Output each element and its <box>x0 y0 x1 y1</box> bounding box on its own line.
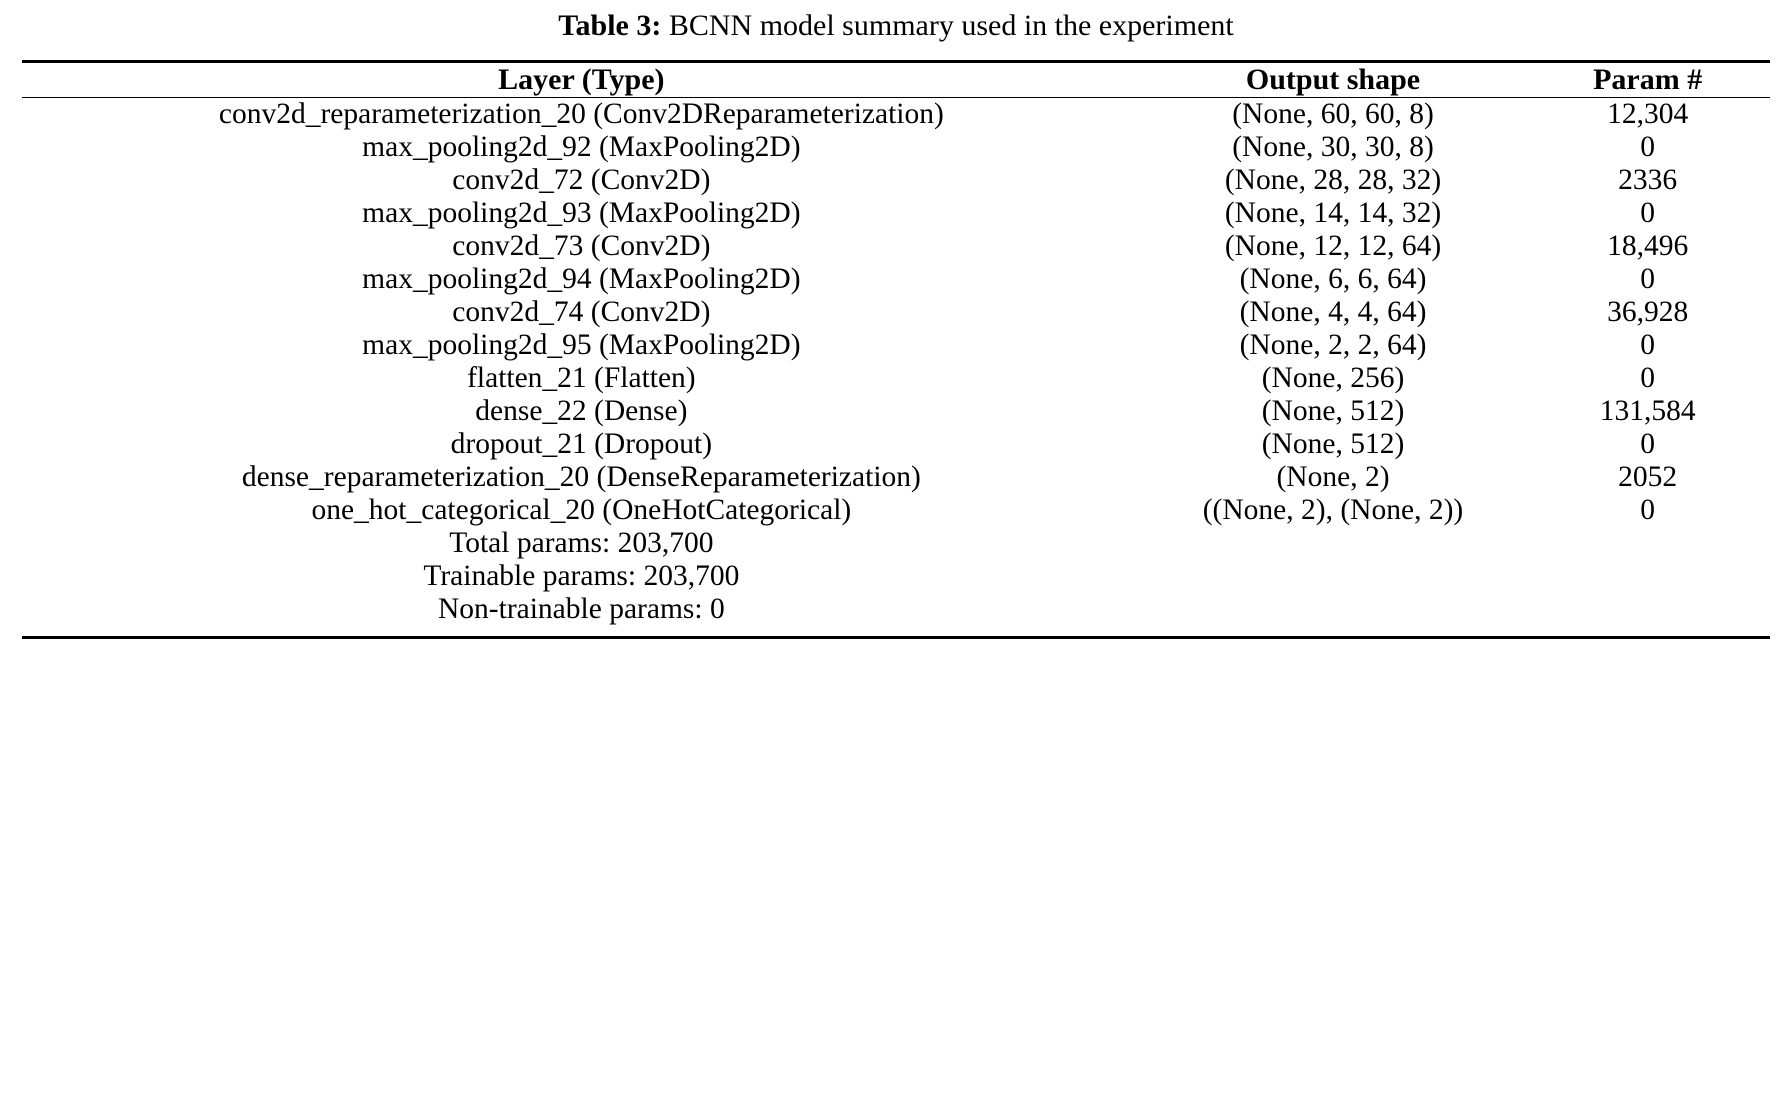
cell-param-count: 0 <box>1640 329 1655 361</box>
table-row <box>22 263 1770 296</box>
table-row <box>22 164 1770 197</box>
bcnn-model-summary-table <box>22 63 1770 97</box>
cell-param-count: 12,304 <box>1607 98 1689 130</box>
column-header-output-shape: Output shape <box>1245 63 1421 96</box>
cell-layer: dropout_21 (Dropout) <box>450 428 713 460</box>
caption-label: Table 3: <box>558 9 662 42</box>
table-body <box>22 98 1770 626</box>
cell-layer: conv2d_reparameterization_20 (Conv2DReparameterization) <box>218 98 944 130</box>
cell-output-shape: (None, 12, 12, 64) <box>1224 230 1442 262</box>
table-summary-row <box>22 593 1770 626</box>
cell-param-count: 131,584 <box>1599 395 1696 427</box>
cell-layer: conv2d_74 (Conv2D) <box>452 296 711 328</box>
cell-non-trainable-params: Non-trainable params: 0 <box>438 593 725 625</box>
cell-param-count: 36,928 <box>1607 296 1689 328</box>
table-header <box>22 63 1770 97</box>
cell-layer: max_pooling2d_94 (MaxPooling2D) <box>362 263 801 295</box>
cell-layer: dense_22 (Dense) <box>475 395 688 427</box>
caption-text: BCNN model summary used in the experiment <box>668 9 1234 42</box>
cell-output-shape: (None, 256) <box>1261 362 1405 394</box>
bcnn-model-summary-body <box>22 98 1770 626</box>
cell-output-shape: (None, 14, 14, 32) <box>1224 197 1442 229</box>
column-header-layer: Layer (Type) <box>498 63 665 96</box>
table-row <box>22 494 1770 527</box>
cell-output-shape: (None, 2, 2, 64) <box>1239 329 1427 361</box>
table-row <box>22 197 1770 230</box>
table-row <box>22 428 1770 461</box>
cell-output-shape: (None, 4, 4, 64) <box>1239 296 1427 328</box>
cell-layer: one_hot_categorical_20 (OneHotCategorical) <box>311 494 852 526</box>
cell-output-shape: (None, 512) <box>1261 428 1405 460</box>
table-row <box>22 362 1770 395</box>
cell-total-params: Total params: 203,700 <box>449 527 714 559</box>
table-row <box>22 230 1770 263</box>
cell-empty <box>1141 593 1526 626</box>
cell-layer: flatten_21 (Flatten) <box>467 362 696 394</box>
cell-empty <box>1141 560 1526 593</box>
table-row <box>22 131 1770 164</box>
cell-param-count: 0 <box>1640 197 1655 229</box>
table-caption <box>22 0 1770 60</box>
cell-empty <box>1525 560 1770 593</box>
cell-param-count: 2052 <box>1618 461 1678 493</box>
table-summary-row <box>22 527 1770 560</box>
cell-output-shape: (None, 28, 28, 32) <box>1224 164 1442 196</box>
table-row <box>22 395 1770 428</box>
cell-output-shape: (None, 2) <box>1276 461 1390 493</box>
cell-layer: max_pooling2d_95 (MaxPooling2D) <box>362 329 801 361</box>
cell-output-shape: ((None, 2), (None, 2)) <box>1202 494 1464 526</box>
cell-layer: max_pooling2d_93 (MaxPooling2D) <box>362 197 801 229</box>
cell-param-count: 0 <box>1640 494 1655 526</box>
cell-output-shape: (None, 30, 30, 8) <box>1232 131 1434 163</box>
cell-param-count: 0 <box>1640 362 1655 394</box>
cell-output-shape: (None, 6, 6, 64) <box>1239 263 1427 295</box>
cell-empty <box>1525 593 1770 626</box>
table-row <box>22 296 1770 329</box>
table-row <box>22 329 1770 362</box>
column-header-param-count: Param # <box>1593 63 1703 96</box>
cell-layer: dense_reparameterization_20 (DenseReparameterization) <box>241 461 921 493</box>
cell-layer: max_pooling2d_92 (MaxPooling2D) <box>362 131 801 163</box>
cell-param-count: 0 <box>1640 428 1655 460</box>
cell-param-count: 0 <box>1640 263 1655 295</box>
cell-layer: conv2d_72 (Conv2D) <box>452 164 711 196</box>
table-row <box>22 461 1770 494</box>
table-summary-row <box>22 560 1770 593</box>
cell-empty <box>1141 527 1526 560</box>
cell-param-count: 18,496 <box>1607 230 1689 262</box>
cell-empty <box>1525 527 1770 560</box>
cell-output-shape: (None, 512) <box>1261 395 1405 427</box>
cell-param-count: 2336 <box>1618 164 1678 196</box>
table-row <box>22 98 1770 131</box>
cell-layer: conv2d_73 (Conv2D) <box>452 230 711 262</box>
cell-trainable-params: Trainable params: 203,700 <box>423 560 740 592</box>
table-bottom-rule <box>22 636 1770 639</box>
cell-output-shape: (None, 60, 60, 8) <box>1232 98 1434 130</box>
header-row <box>22 63 1770 97</box>
cell-param-count: 0 <box>1640 131 1655 163</box>
